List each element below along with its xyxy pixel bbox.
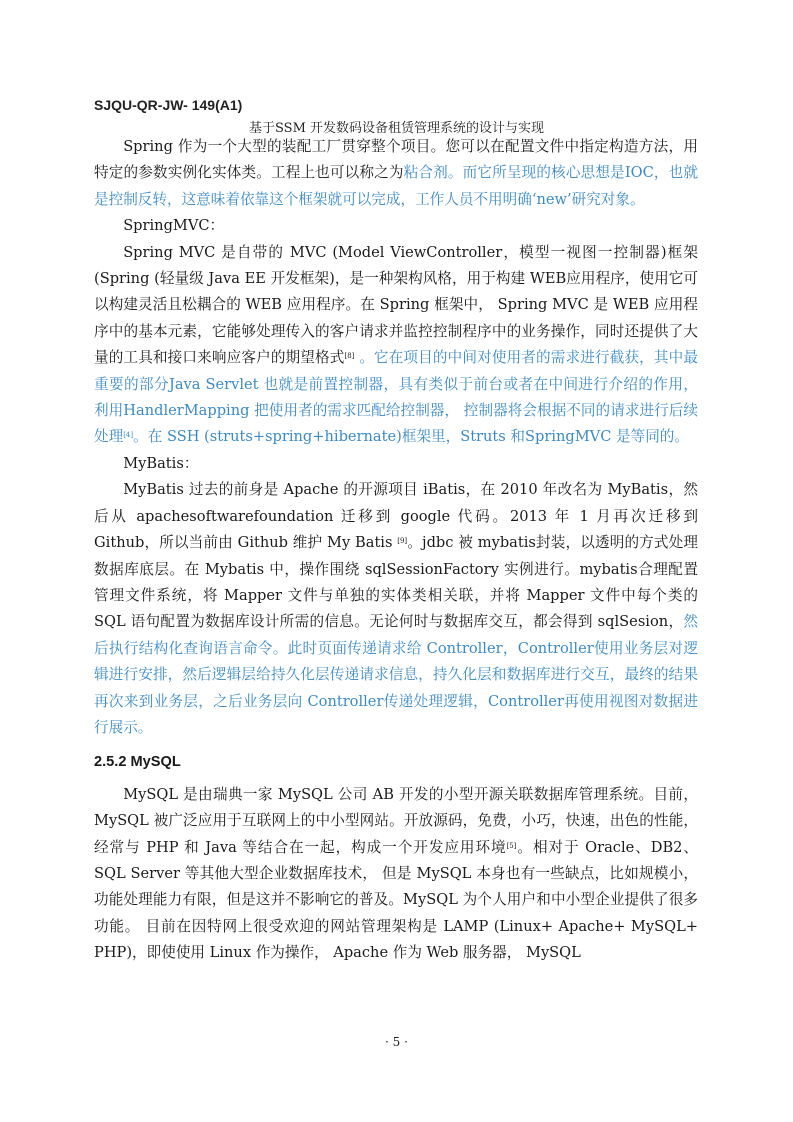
text: 。相对于 Oracle、DB2、 SQL Server 等其他大型企业数据库技术， 但是 MySQL 本身也有一些缺点，比如规模小，功能处理能力有限，但是这并不影响它的普及。MySQL 为个人用户和中小型企业提供了很多功能。 目前在因特网上很受欢迎的网站管理架构是 LAMP (Linux+ Apache+ MySQL+ PHP)，即使使用 Linux 作为操作， Apache 作为 Web 服务器， MySQL: [94, 838, 699, 962]
paragraph-spring: [94, 134, 698, 213]
highlighted-text: 。在 SSH (struts+spring+hibernate)框架里，Struts 和SpringMVC 是等同的。: [133, 428, 689, 446]
document-code: SJQU-QR-JW- 149(A1): [94, 97, 243, 113]
highlighted-text: 。它在项目的中间对使用者的需求进行截获，其中最重要的部分Java Servlet 也就是前置控制器，具有类似于前台或者在中间进行介绍的作用，利用HandlerMapping 把使用者的需求匹配给控制器， 控制器将会根据不同的请求进行后续处理: [94, 349, 698, 446]
text: MyBatis 过去的前身是 Apache 的开源项目 iBatis，在 2010 年改名为 MyBatis，然后从 apachesoftwarefoundation 迁移到 google 代码。2013 年 1 月再次迁移到 Github，所以当前由 Github 维护 My Batis: [94, 481, 698, 552]
running-title: 基于SSM 开发数码设备租赁管理系统的设计与实现: [248, 121, 545, 136]
subheading-springmvc: SpringMVC：: [123, 217, 225, 235]
text: Spring MVC 是自带的 MVC (Model ViewController，模型一视图一控制器)框架 (Spring (轻量级 Java EE 开发框架)，是一种架构风格，用于构建 WEB应用程序，使用它可以构建灵活且松耦合的 WEB 应用程序。在 Spring 框架中， Spring MVC 是 WEB 应用程序中的基本元素，它能够处理传入的客户请求并监控控制程序中的业务操作，同时还提供了大量的工具和接口来响应客户的期望格式: [94, 243, 698, 367]
citation: [4]: [123, 431, 134, 440]
text: MySQL 是由瑞典一家 MySQL 公司 AB 开发的小型开源关联数据库管理系统。目前，MySQL 被广泛应用于互联网上的中小型网站。开放源码，免费，小巧，快速，出色的性能，经常与 PHP 和 Java 等结合在一起，构成一个开发应用环境: [94, 785, 698, 856]
paragraph-springmvc: [94, 240, 698, 451]
text: 。jdbc 被 mybatis封装，以透明的方式处理数据库底层。在 Mybatis 中，操作围绕 sqlSessionFactory 实例进行。mybatis合理配置管理文件系统，将 Mapper 文件与单独的实体类相关联，并将 Mapper 文件中每个类的 SQL 语句配置为数据库设计所需的信息。无论何时与数据库交互，都会得到 sqlSesion，: [94, 534, 698, 631]
citation: [9]: [397, 537, 408, 546]
citation: [8]: [344, 352, 355, 361]
section-heading: 2.5.2 MySQL: [94, 754, 181, 771]
text: Spring 作为一个大型的装配工厂贯穿整个项目。您可以在配置文件中指定构造方法，用特定的参数实例化实体类。工程上也可以称之为: [94, 138, 698, 182]
highlighted-text: 粘合剂。而它所呈现的核心思想是IOC，也就是控制反转，这意味着依靠这个框架就可以完成，工作人员不用明确‘new’研究对象。: [94, 164, 698, 208]
paragraph-mysql: [94, 782, 698, 967]
paragraph-mybatis: [94, 477, 698, 741]
highlighted-text: 然后执行结构化查询语言命令。此时页面传递请求给 Controller，Controller使用业务层对逻辑进行安排，然后逻辑层给持久化层传递请求信息，持久化层和数据库进行交互，最终的结果再次来到业务层，之后业务层向 Controller传递处理逻辑，Controller再使用视图对数据进行展示。: [94, 613, 698, 736]
citation: [5]: [506, 841, 517, 850]
body-text: [94, 134, 698, 967]
subheading-mybatis: MyBatis：: [123, 454, 199, 472]
page-number: · 5 ·: [385, 1035, 408, 1049]
